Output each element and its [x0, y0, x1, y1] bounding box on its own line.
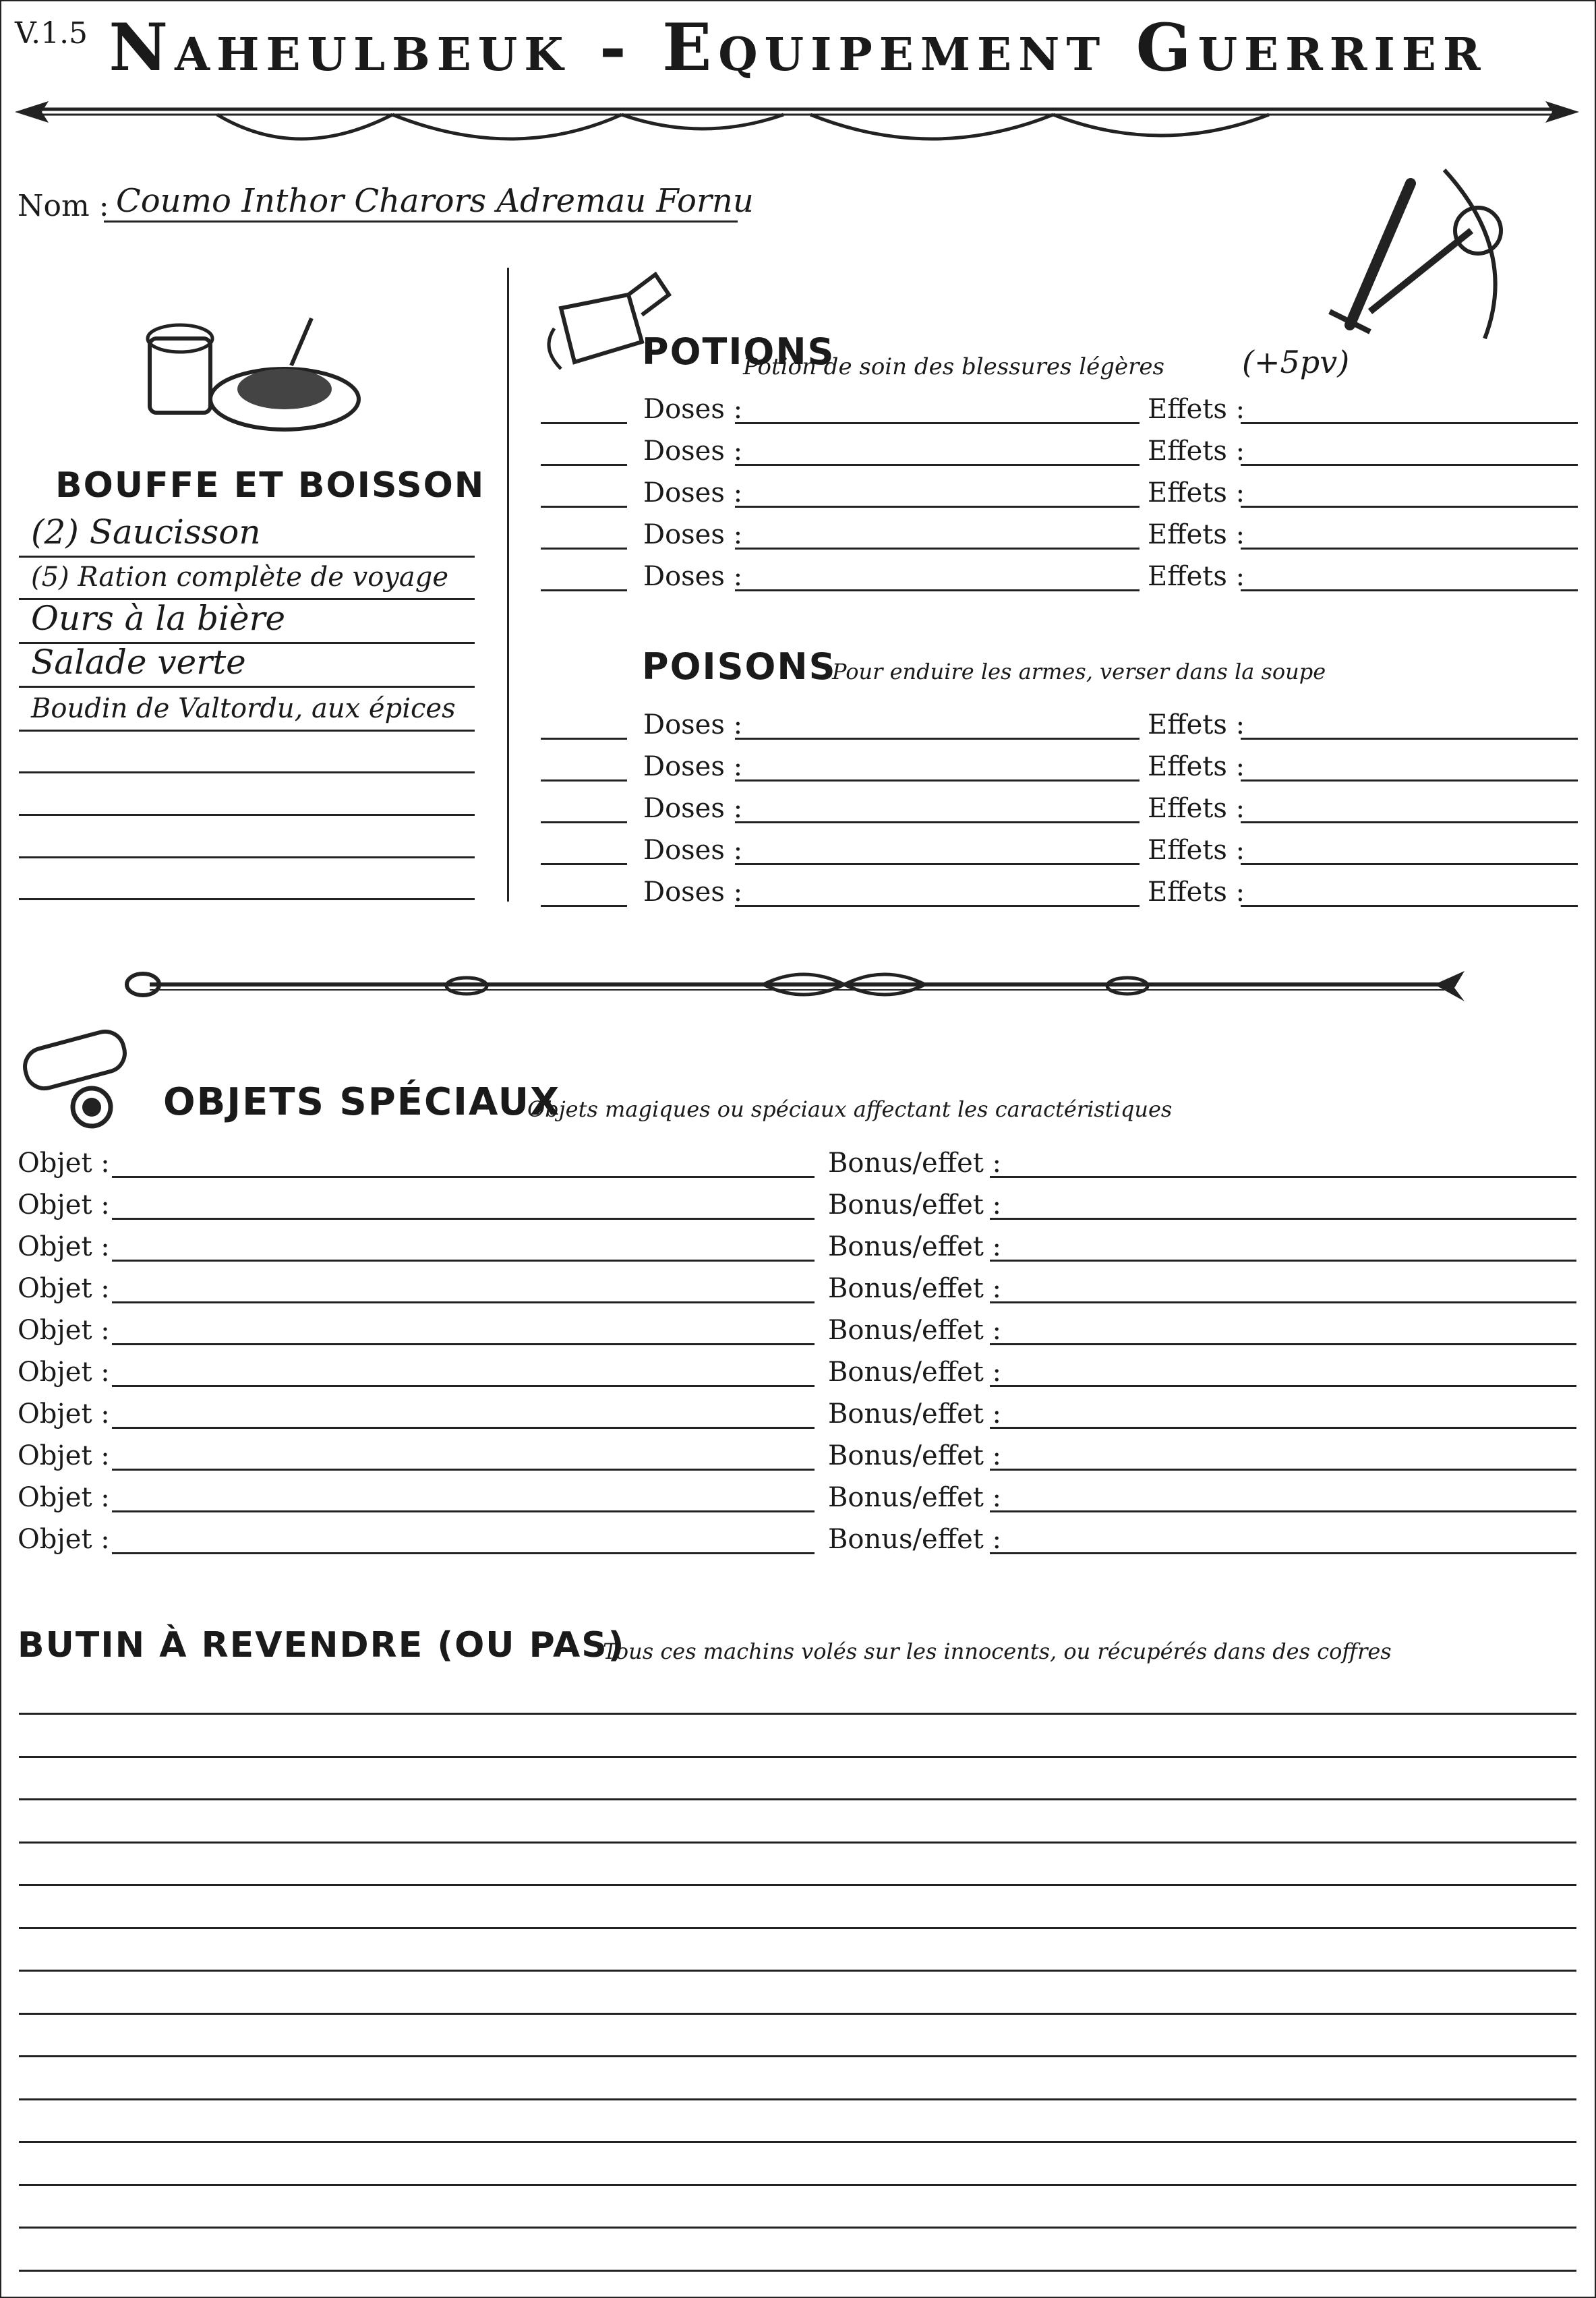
crossed-weapons-icon [1323, 156, 1525, 345]
effects-field[interactable] [1241, 589, 1578, 591]
food-line [19, 814, 475, 816]
effects-label: Effets : [1148, 477, 1245, 508]
spear-divider-icon [15, 89, 1579, 150]
effects-field[interactable] [1241, 738, 1578, 740]
effects-field[interactable] [1241, 422, 1578, 424]
doses-field[interactable] [735, 464, 1140, 466]
bonus-field[interactable] [990, 1301, 1576, 1303]
quantity-field[interactable] [541, 779, 627, 782]
doses-label: Doses : [643, 436, 743, 467]
effects-field[interactable] [1241, 506, 1578, 508]
quantity-field[interactable] [541, 464, 627, 466]
quantity-field[interactable] [541, 589, 627, 591]
loot-line[interactable] [19, 1970, 1576, 1972]
object-label: Objet : [18, 1440, 110, 1471]
effects-label: Effets : [1148, 877, 1245, 908]
name-underline [104, 220, 738, 223]
bonus-field[interactable] [990, 1260, 1576, 1262]
bonus-field[interactable] [990, 1218, 1576, 1220]
quantity-field[interactable] [541, 863, 627, 865]
object-label: Objet : [18, 1273, 110, 1304]
bonus-label: Bonus/effet : [828, 1315, 1002, 1346]
loot-line[interactable] [19, 2270, 1576, 2272]
effects-label: Effets : [1148, 519, 1245, 550]
doses-label: Doses : [643, 793, 743, 824]
doses-field[interactable] [735, 589, 1140, 591]
food-line [19, 686, 475, 688]
effects-field[interactable] [1241, 821, 1578, 823]
doses-field[interactable] [735, 821, 1140, 823]
object-field[interactable] [112, 1343, 815, 1345]
effects-field[interactable] [1241, 548, 1578, 550]
bonus-label: Bonus/effet : [828, 1273, 1002, 1304]
quantity-field[interactable] [541, 506, 627, 508]
object-field[interactable] [112, 1510, 815, 1512]
scroll-ring-icon [18, 1026, 152, 1134]
potion-note: Potion de soin des blessures légères [743, 353, 1164, 380]
food-line [19, 898, 475, 900]
poisons-subtitle: Pour enduire les armes, verser dans la soupe [832, 659, 1326, 684]
loot-title: BUTIN À REVENDRE (OU PAS) [18, 1625, 626, 1666]
bonus-field[interactable] [990, 1469, 1576, 1471]
object-field[interactable] [112, 1218, 815, 1220]
doses-field[interactable] [735, 506, 1140, 508]
doses-field[interactable] [735, 905, 1140, 907]
doses-field[interactable] [735, 863, 1140, 865]
bonus-label: Bonus/effet : [828, 1440, 1002, 1471]
bonus-field[interactable] [990, 1176, 1576, 1178]
loot-line[interactable] [19, 2141, 1576, 2143]
effects-label: Effets : [1148, 835, 1245, 866]
object-field[interactable] [112, 1176, 815, 1178]
doses-label: Doses : [643, 519, 743, 550]
loot-line[interactable] [19, 1713, 1576, 1715]
object-label: Objet : [18, 1357, 110, 1388]
doses-label: Doses : [643, 561, 743, 592]
staff-divider-icon [129, 964, 1465, 1005]
object-label: Objet : [18, 1398, 110, 1430]
bonus-field[interactable] [990, 1343, 1576, 1345]
quantity-field[interactable] [541, 548, 627, 550]
effects-field[interactable] [1241, 464, 1578, 466]
special-title: OBJETS SPÉCIAUX [163, 1080, 561, 1124]
loot-line[interactable] [19, 1884, 1576, 1886]
effects-field[interactable] [1241, 779, 1578, 782]
loot-line[interactable] [19, 2098, 1576, 2100]
food-item[interactable]: Salade verte [31, 643, 246, 682]
bonus-label: Bonus/effet : [828, 1189, 1002, 1220]
loot-line[interactable] [19, 2227, 1576, 2229]
effects-label: Effets : [1148, 436, 1245, 467]
name-value[interactable]: Coumo Inthor Charors Adremau Fornu [116, 182, 754, 220]
bonus-label: Bonus/effet : [828, 1524, 1002, 1555]
object-label: Objet : [18, 1524, 110, 1555]
page-title: Naheulbeuk - Equipement Guerrier [109, 9, 1487, 86]
object-field[interactable] [112, 1260, 815, 1262]
column-divider [507, 268, 509, 902]
food-item[interactable]: Ours à la bière [31, 599, 286, 638]
object-label: Objet : [18, 1482, 110, 1513]
special-subtitle: Objets magiques ou spéciaux affectant les caractéristiques [527, 1096, 1173, 1122]
doses-field[interactable] [735, 422, 1140, 424]
doses-field[interactable] [735, 779, 1140, 782]
food-platter-icon [136, 298, 365, 433]
object-label: Objet : [18, 1315, 110, 1346]
food-line [19, 771, 475, 773]
bonus-label: Bonus/effet : [828, 1357, 1002, 1388]
effects-label: Effets : [1148, 751, 1245, 782]
doses-label: Doses : [643, 751, 743, 782]
object-label: Objet : [18, 1189, 110, 1220]
effects-label: Effets : [1148, 394, 1245, 425]
object-field[interactable] [112, 1552, 815, 1554]
object-field[interactable] [112, 1301, 815, 1303]
quantity-field[interactable] [541, 738, 627, 740]
object-label: Objet : [18, 1148, 110, 1179]
doses-label: Doses : [643, 394, 743, 425]
doses-field[interactable] [735, 738, 1140, 740]
effects-field[interactable] [1241, 905, 1578, 907]
effects-field[interactable] [1241, 863, 1578, 865]
doses-label: Doses : [643, 477, 743, 508]
loot-line[interactable] [19, 1842, 1576, 1844]
effects-label: Effets : [1148, 561, 1245, 592]
effects-label: Effets : [1148, 709, 1245, 740]
doses-field[interactable] [735, 548, 1140, 550]
doses-label: Doses : [643, 877, 743, 908]
potions-title: POTIONS [642, 330, 835, 373]
loot-line[interactable] [19, 1756, 1576, 1758]
food-item[interactable]: (5) Ration complète de voyage [31, 562, 449, 593]
quantity-field[interactable] [541, 422, 627, 424]
bonus-label: Bonus/effet : [828, 1398, 1002, 1430]
bonus-field[interactable] [990, 1385, 1576, 1387]
object-field[interactable] [112, 1385, 815, 1387]
object-label: Objet : [18, 1231, 110, 1262]
loot-line[interactable] [19, 2055, 1576, 2057]
food-title: BOUFFE ET BOISSON [55, 465, 485, 506]
loot-line[interactable] [19, 2184, 1576, 2186]
doses-label: Doses : [643, 835, 743, 866]
potion-note-effect: (+5pv) [1242, 344, 1350, 380]
name-label: Nom : [18, 189, 109, 223]
loot-subtitle: Tous ces machins volés sur les innocents, ou récupérés dans des coffres [603, 1639, 1392, 1664]
quantity-field[interactable] [541, 821, 627, 823]
food-item[interactable]: (2) Saucisson [31, 512, 261, 552]
bonus-field[interactable] [990, 1552, 1576, 1554]
loot-line[interactable] [19, 1798, 1576, 1800]
loot-line[interactable] [19, 2013, 1576, 2015]
object-field[interactable] [112, 1427, 815, 1429]
food-line [19, 856, 475, 858]
quantity-field[interactable] [541, 905, 627, 907]
effects-label: Effets : [1148, 793, 1245, 824]
food-item[interactable]: Boudin de Valtordu, aux épices [31, 693, 456, 724]
bonus-field[interactable] [990, 1510, 1576, 1512]
bonus-label: Bonus/effet : [828, 1482, 1002, 1513]
version-label: V.1.5 [15, 16, 88, 51]
food-line [19, 730, 475, 732]
object-field[interactable] [112, 1469, 815, 1471]
food-line [19, 556, 475, 558]
bonus-label: Bonus/effet : [828, 1231, 1002, 1262]
bonus-label: Bonus/effet : [828, 1148, 1002, 1179]
doses-label: Doses : [643, 709, 743, 740]
poisons-title: POISONS [642, 645, 837, 688]
bonus-field[interactable] [990, 1427, 1576, 1429]
loot-line[interactable] [19, 1927, 1576, 1929]
